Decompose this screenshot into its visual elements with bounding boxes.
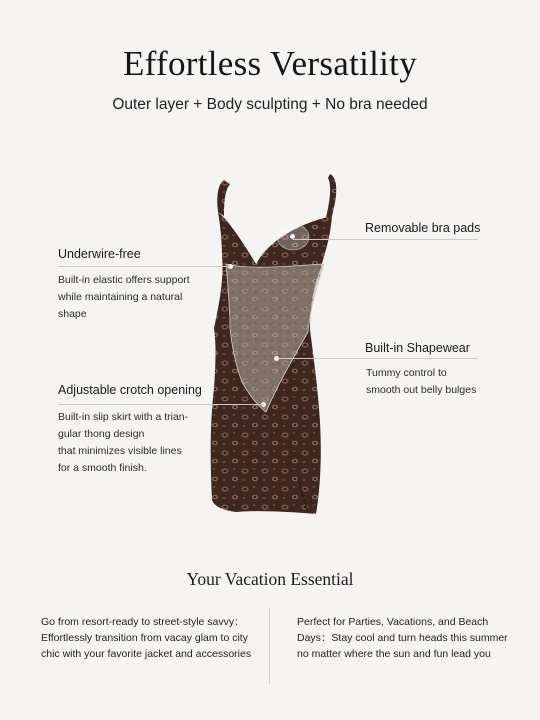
crotch-description: Built-in slip skirt with a trian- gular thong design that minimizes visible lines for a smooth finish. <box>58 411 189 474</box>
underwire-rule <box>58 266 230 267</box>
underwire-description: Built-in elastic offers support while maintaining a natural shape <box>58 274 190 320</box>
bra-pads-rule <box>293 239 478 240</box>
left-strap <box>217 180 230 216</box>
underwire-label: Underwire-free <box>58 247 141 261</box>
column-divider <box>269 608 270 684</box>
right-strap <box>326 174 336 218</box>
dress-illustration <box>180 160 380 540</box>
shapewear-description: Tummy control to smooth out belly bulges <box>366 367 477 396</box>
crotch-rule <box>58 404 264 405</box>
page-subtitle: Outer layer + Body sculpting + No bra needed <box>112 96 428 113</box>
essential-right-text: Perfect for Parties, Vacations, and Beach Days：Stay cool and turn heads this summer no matter where the sun and fun lead you <box>297 616 508 660</box>
shapewear-label: Built-in Shapewear <box>365 341 470 355</box>
crotch-label: Adjustable crotch opening <box>58 383 202 397</box>
shapewear-rule <box>278 358 478 359</box>
page-title: Effortless Versatility <box>122 44 418 83</box>
essential-title: Your Vacation Essential <box>186 569 354 589</box>
essential-left-text: Go from resort-ready to street-style savvy： Effortlessly transition from vacay glam to city chic with your favorite jacket and accessories <box>41 616 252 660</box>
bra-pads-label: Removable bra pads <box>365 221 481 235</box>
